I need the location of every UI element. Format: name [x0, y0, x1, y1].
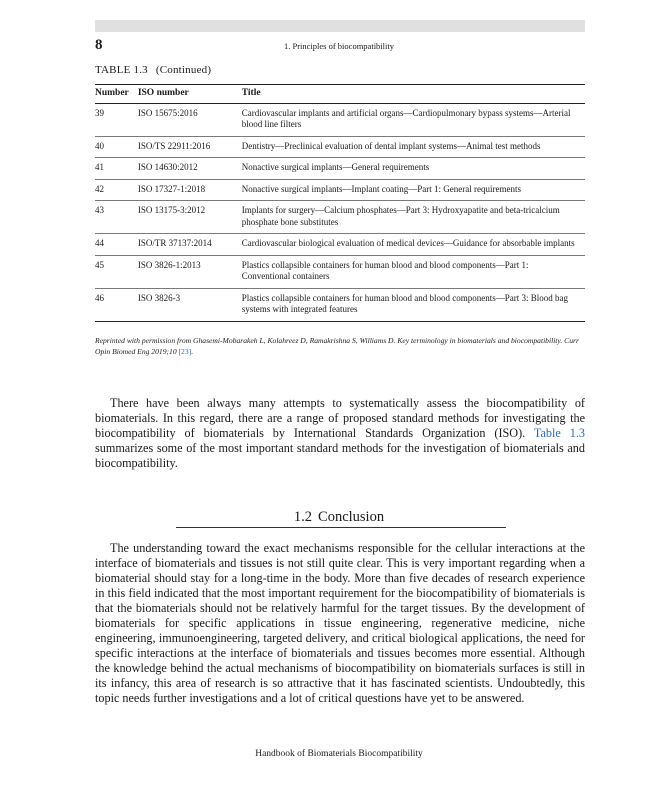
- page-footer: Handbook of Biomaterials Biocompatibility: [255, 749, 423, 759]
- row-number: 40: [95, 136, 138, 158]
- row-iso-number: ISO 13175-3:2012: [138, 201, 242, 234]
- table-row: [95, 158, 585, 180]
- row-title: Nonactive surgical implants—Implant coating—Part 1: General requirements: [242, 179, 585, 201]
- section-title: Conclusion: [318, 509, 385, 525]
- row-title: Plastics collapsible containers for human blood and blood components—Part 3: Blood bag systems with integrated features: [242, 288, 585, 321]
- row-title: Cardiovascular implants and artificial organs—Cardiopulmonary bypass systems—Arterial blood line filters: [242, 103, 585, 136]
- table-row: [95, 201, 585, 234]
- row-number: 46: [95, 288, 138, 321]
- row-number: 41: [95, 158, 138, 180]
- section-heading: [0, 509, 648, 526]
- row-number: 45: [95, 255, 138, 288]
- header-iso-number: ISO number: [138, 85, 242, 104]
- credit-end: .: [191, 347, 194, 356]
- table-header-row: [95, 85, 585, 104]
- iso-standards-table: [95, 84, 585, 322]
- row-iso-number: ISO 3826-3: [138, 288, 242, 321]
- page-number: 8: [95, 37, 103, 53]
- credit-text: Reprinted with permission from Ghasemi-Mobarakeh L, Kolahreez D, Ramakrishna S, Williams D. Key terminology in biomaterials and biocompatibility. Curr Opin Biomed Eng 2019;10: [95, 336, 579, 356]
- table-caption: [95, 64, 211, 76]
- row-iso-number: ISO 15675:2016: [138, 103, 242, 136]
- section-rule: [176, 527, 506, 528]
- credit-reference-link[interactable]: [23]: [178, 347, 192, 356]
- header-title: Title: [242, 85, 585, 104]
- top-bar: [95, 20, 585, 32]
- running-head: 1. Principles of biocompatibility: [283, 41, 394, 51]
- table-reference-link[interactable]: Table 1.3: [533, 426, 585, 440]
- conclusion-paragraph: The understanding toward the exact mechanisms responsible for the cellular interactions at the interface of biomaterials and tissues is not still quite clear. This is very important regarding when a biomaterial should stay for a long-time in the body. More than five decades of research experience in this field indicated that the most important requirement for the biocompatibility of biomaterials is that the biomaterials should not be relatively harmful for the target tissues. By the development of biomaterials for specific applications in tissue engineering, regenerative medicine, niche engineering, immunoengineering, targeted delivery, and critical biological applications, the need for specific interactions at the interface of biomaterials and tissues becomes more essential. Although the knowledge behind the actual mechanisms of biocompatibility on biomaterials surfaces is still in its infancy, this area of research is so attractive that it has fascinated scientists. Undoubtedly, this topic needs further investigations and a lot of critical questions have yet to be answered.: [95, 541, 585, 705]
- table-credit: [95, 335, 587, 357]
- section-number: 1.2: [293, 509, 313, 525]
- row-iso-number: ISO/TS 22911:2016: [138, 136, 242, 158]
- row-number: 39: [95, 103, 138, 136]
- row-iso-number: ISO 3826-1:2013: [138, 255, 242, 288]
- table-row: [95, 255, 585, 288]
- row-iso-number: ISO/TR 37137:2014: [138, 234, 242, 256]
- row-number: 43: [95, 201, 138, 234]
- row-title: Nonactive surgical implants—General requirements: [242, 158, 585, 180]
- table-row: [95, 136, 585, 158]
- para1-text-a: There have been always many attempts to systematically assess the biocompatibility of biomaterials. In this regard, there are a range of proposed standard methods for investigating the biocompatibility of biomaterials by International Standards Organization (ISO).: [95, 396, 585, 440]
- row-title: Plastics collapsible containers for human blood and blood components—Part 1: Conventional containers: [242, 255, 585, 288]
- row-title: Implants for surgery—Calcium phosphates—Part 3: Hydroxyapatite and beta-tricalcium phosphate bone substitutes: [242, 201, 585, 234]
- row-iso-number: ISO 14630:2012: [138, 158, 242, 180]
- table-label: TABLE 1.3: [95, 64, 148, 76]
- table-row: [95, 179, 585, 201]
- table-row: [95, 234, 585, 256]
- table-row: [95, 103, 585, 136]
- row-iso-number: ISO 17327-1:2018: [138, 179, 242, 201]
- row-title: Dentistry—Preclinical evaluation of dental implant systems—Animal test methods: [242, 136, 585, 158]
- header-number: Number: [95, 85, 138, 104]
- table-continued: (Continued): [155, 64, 212, 76]
- row-title: Cardiovascular biological evaluation of medical devices—Guidance for absorbable implants: [242, 234, 585, 256]
- table-row: [95, 288, 585, 321]
- row-number: 44: [95, 234, 138, 256]
- row-number: 42: [95, 179, 138, 201]
- intro-paragraph: [95, 396, 585, 471]
- para1-text-b: summarizes some of the most important standard methods for the investigation of biomaterials and biocompatibility.: [95, 441, 585, 470]
